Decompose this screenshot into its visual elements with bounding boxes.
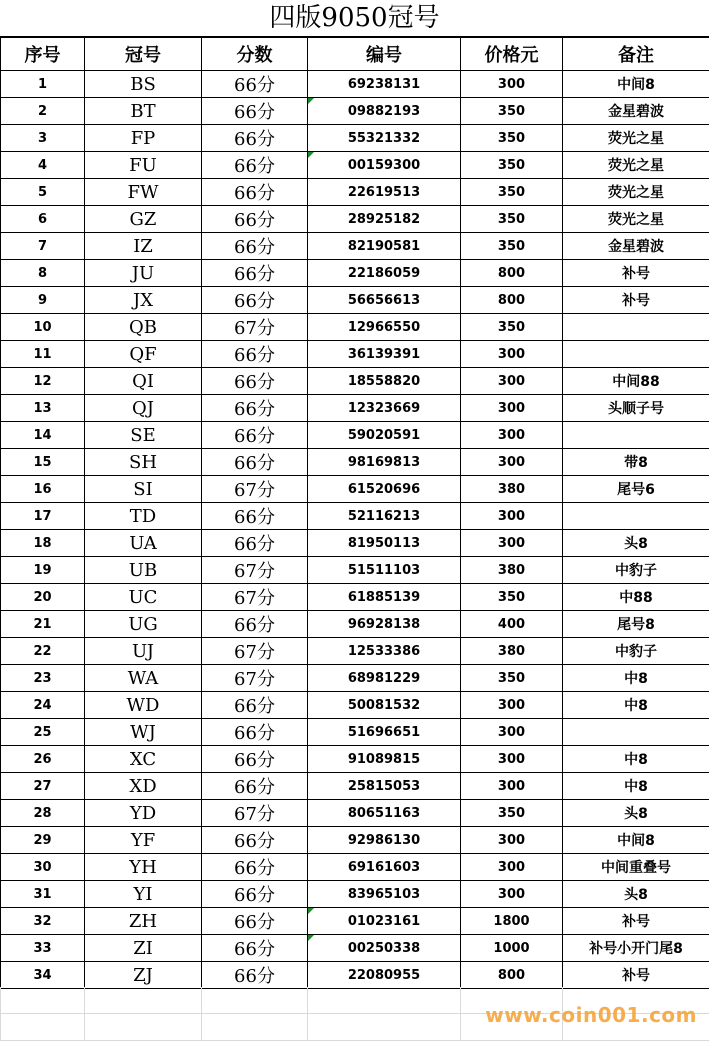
- cell-prefix[interactable]: WJ: [85, 719, 202, 746]
- cell-price[interactable]: 350: [461, 314, 563, 341]
- cell-serial[interactable]: 01023161: [308, 908, 461, 935]
- cell-serial[interactable]: 18558820: [308, 368, 461, 395]
- cell-serial[interactable]: 92986130: [308, 827, 461, 854]
- table-row: [1, 962, 709, 989]
- cell-prefix[interactable]: WA: [85, 665, 202, 692]
- table-body: [1, 71, 709, 989]
- cell-note[interactable]: 中8: [563, 746, 709, 773]
- cell-note[interactable]: 金星碧波: [563, 98, 709, 125]
- cell-prefix[interactable]: IZ: [85, 233, 202, 260]
- cell-score[interactable]: 67分: [202, 476, 308, 503]
- cell-score[interactable]: 66分: [202, 611, 308, 638]
- cell-note[interactable]: 中豹子: [563, 638, 709, 665]
- table-row: [1, 71, 709, 98]
- empty-cell[interactable]: [1, 987, 85, 1014]
- cell-prefix[interactable]: YF: [85, 827, 202, 854]
- cell-prefix[interactable]: UB: [85, 557, 202, 584]
- cell-note[interactable]: 中间8: [563, 827, 709, 854]
- cell-price[interactable]: 300: [461, 854, 563, 881]
- cell-serial[interactable]: 22186059: [308, 260, 461, 287]
- table-row: [1, 557, 709, 584]
- cell-note[interactable]: 补号: [563, 260, 709, 287]
- cell-score[interactable]: 66分: [202, 98, 308, 125]
- cell-no[interactable]: 16: [1, 476, 85, 503]
- cell-score[interactable]: 66分: [202, 206, 308, 233]
- empty-cell[interactable]: [308, 987, 461, 1014]
- header-no[interactable]: 序号: [1, 38, 85, 71]
- cell-no[interactable]: 5: [1, 179, 85, 206]
- cell-no[interactable]: 34: [1, 962, 85, 989]
- cell-price[interactable]: 350: [461, 584, 563, 611]
- cell-prefix[interactable]: QI: [85, 368, 202, 395]
- cell-prefix[interactable]: XD: [85, 773, 202, 800]
- cell-prefix[interactable]: ZI: [85, 935, 202, 962]
- site-watermark: www.coin001.com: [485, 1003, 697, 1027]
- cell-score[interactable]: 66分: [202, 368, 308, 395]
- cell-note[interactable]: 中8: [563, 773, 709, 800]
- cell-serial[interactable]: 61885139: [308, 584, 461, 611]
- cell-score[interactable]: 66分: [202, 908, 308, 935]
- table-row: [1, 881, 709, 908]
- table-row: [1, 341, 709, 368]
- cell-price[interactable]: 300: [461, 881, 563, 908]
- cell-no[interactable]: 2: [1, 98, 85, 125]
- cell-note[interactable]: [563, 503, 709, 530]
- cell-serial[interactable]: 69238131: [308, 71, 461, 98]
- cell-prefix[interactable]: JX: [85, 287, 202, 314]
- cell-serial[interactable]: 12966550: [308, 314, 461, 341]
- cell-no[interactable]: 13: [1, 395, 85, 422]
- cell-price[interactable]: 300: [461, 368, 563, 395]
- cell-no[interactable]: 9: [1, 287, 85, 314]
- cell-serial[interactable]: 91089815: [308, 746, 461, 773]
- sheet-title: 四版9050冠号: [0, 0, 709, 37]
- cell-prefix[interactable]: YH: [85, 854, 202, 881]
- cell-no[interactable]: 29: [1, 827, 85, 854]
- cell-no[interactable]: 12: [1, 368, 85, 395]
- empty-cell[interactable]: [308, 1014, 461, 1041]
- cell-note[interactable]: 尾号8: [563, 611, 709, 638]
- cell-price[interactable]: 300: [461, 341, 563, 368]
- cell-prefix[interactable]: SE: [85, 422, 202, 449]
- cell-no[interactable]: 14: [1, 422, 85, 449]
- cell-price[interactable]: 350: [461, 665, 563, 692]
- cell-note[interactable]: 带8: [563, 449, 709, 476]
- cell-score[interactable]: 66分: [202, 881, 308, 908]
- header-prefix[interactable]: 冠号: [85, 38, 202, 71]
- cell-price[interactable]: 300: [461, 449, 563, 476]
- table-row: [1, 233, 709, 260]
- cell-prefix[interactable]: TD: [85, 503, 202, 530]
- cell-no[interactable]: 4: [1, 152, 85, 179]
- cell-price[interactable]: 350: [461, 206, 563, 233]
- table-row: [1, 152, 709, 179]
- cell-score[interactable]: 66分: [202, 260, 308, 287]
- cell-prefix[interactable]: GZ: [85, 206, 202, 233]
- table-row: [1, 530, 709, 557]
- cell-note[interactable]: 补号小开门尾8: [563, 935, 709, 962]
- cell-score[interactable]: 66分: [202, 503, 308, 530]
- cell-price[interactable]: 300: [461, 746, 563, 773]
- cell-no[interactable]: 28: [1, 800, 85, 827]
- cell-prefix[interactable]: WD: [85, 692, 202, 719]
- cell-note[interactable]: 中豹子: [563, 557, 709, 584]
- cell-price[interactable]: 300: [461, 71, 563, 98]
- cell-prefix[interactable]: JU: [85, 260, 202, 287]
- cell-no[interactable]: 1: [1, 71, 85, 98]
- cell-no[interactable]: 3: [1, 125, 85, 152]
- cell-score[interactable]: 67分: [202, 800, 308, 827]
- cell-note[interactable]: [563, 422, 709, 449]
- header-score[interactable]: 分数: [202, 38, 308, 71]
- cell-price[interactable]: 380: [461, 638, 563, 665]
- table-row: [1, 395, 709, 422]
- cell-price[interactable]: 400: [461, 611, 563, 638]
- cell-no[interactable]: 30: [1, 854, 85, 881]
- cell-serial[interactable]: 96928138: [308, 611, 461, 638]
- cell-price[interactable]: 300: [461, 773, 563, 800]
- cell-score[interactable]: 66分: [202, 449, 308, 476]
- cell-no[interactable]: 22: [1, 638, 85, 665]
- cell-note[interactable]: 头顺子号: [563, 395, 709, 422]
- empty-cell[interactable]: [85, 987, 202, 1014]
- cell-no[interactable]: 20: [1, 584, 85, 611]
- cell-price[interactable]: 1800: [461, 908, 563, 935]
- cell-score[interactable]: 66分: [202, 179, 308, 206]
- cell-score[interactable]: 66分: [202, 233, 308, 260]
- cell-price[interactable]: 300: [461, 827, 563, 854]
- cell-note[interactable]: [563, 719, 709, 746]
- cell-serial[interactable]: 98169813: [308, 449, 461, 476]
- table-row: [1, 908, 709, 935]
- table-row: [1, 449, 709, 476]
- table-row: [1, 854, 709, 881]
- cell-price[interactable]: 300: [461, 530, 563, 557]
- cell-score[interactable]: 66分: [202, 152, 308, 179]
- cell-no[interactable]: 17: [1, 503, 85, 530]
- cell-prefix[interactable]: UA: [85, 530, 202, 557]
- cell-price[interactable]: 350: [461, 179, 563, 206]
- cell-serial[interactable]: 80651163: [308, 800, 461, 827]
- cell-price[interactable]: 300: [461, 395, 563, 422]
- table-row: [1, 98, 709, 125]
- table-row: [1, 206, 709, 233]
- cell-no[interactable]: 7: [1, 233, 85, 260]
- cell-score[interactable]: 66分: [202, 746, 308, 773]
- cell-no[interactable]: 31: [1, 881, 85, 908]
- cell-serial[interactable]: 09882193: [308, 98, 461, 125]
- table-row: [1, 314, 709, 341]
- cell-score[interactable]: 66分: [202, 962, 308, 989]
- cell-score[interactable]: 66分: [202, 530, 308, 557]
- cell-no[interactable]: 23: [1, 665, 85, 692]
- table-row: [1, 125, 709, 152]
- cell-note[interactable]: 补号: [563, 287, 709, 314]
- cell-note[interactable]: 中88: [563, 584, 709, 611]
- cell-no[interactable]: 15: [1, 449, 85, 476]
- cell-price[interactable]: 300: [461, 503, 563, 530]
- cell-serial[interactable]: 61520696: [308, 476, 461, 503]
- cell-prefix[interactable]: XC: [85, 746, 202, 773]
- cell-serial[interactable]: 51696651: [308, 719, 461, 746]
- cell-score[interactable]: 67分: [202, 638, 308, 665]
- cell-note[interactable]: 补号: [563, 908, 709, 935]
- cell-score[interactable]: 66分: [202, 719, 308, 746]
- cell-prefix[interactable]: ZJ: [85, 962, 202, 989]
- cell-score[interactable]: 66分: [202, 341, 308, 368]
- cell-serial[interactable]: 00250338: [308, 935, 461, 962]
- cell-serial[interactable]: 81950113: [308, 530, 461, 557]
- cell-note[interactable]: 中8: [563, 665, 709, 692]
- cell-price[interactable]: 350: [461, 152, 563, 179]
- table-row: [1, 638, 709, 665]
- cell-note[interactable]: 荧光之星: [563, 179, 709, 206]
- cell-no[interactable]: 8: [1, 260, 85, 287]
- cell-score[interactable]: 66分: [202, 125, 308, 152]
- cell-prefix[interactable]: BT: [85, 98, 202, 125]
- header-note[interactable]: 备注: [563, 38, 709, 71]
- cell-serial[interactable]: 22080955: [308, 962, 461, 989]
- cell-no[interactable]: 27: [1, 773, 85, 800]
- cell-note[interactable]: 荧光之星: [563, 206, 709, 233]
- cell-price[interactable]: 1000: [461, 935, 563, 962]
- table-row: [1, 422, 709, 449]
- table-row: [1, 692, 709, 719]
- cell-no[interactable]: 32: [1, 908, 85, 935]
- cell-price[interactable]: 350: [461, 125, 563, 152]
- cell-serial[interactable]: 00159300: [308, 152, 461, 179]
- cell-price[interactable]: 300: [461, 719, 563, 746]
- cell-price[interactable]: 350: [461, 233, 563, 260]
- cell-prefix[interactable]: QJ: [85, 395, 202, 422]
- cell-price[interactable]: 800: [461, 962, 563, 989]
- cell-score[interactable]: 66分: [202, 827, 308, 854]
- cell-score[interactable]: 66分: [202, 692, 308, 719]
- cell-note[interactable]: 中8: [563, 692, 709, 719]
- table-row: [1, 476, 709, 503]
- cell-note[interactable]: [563, 341, 709, 368]
- cell-score[interactable]: 67分: [202, 665, 308, 692]
- cell-no[interactable]: 21: [1, 611, 85, 638]
- cell-serial[interactable]: 12533386: [308, 638, 461, 665]
- cell-serial[interactable]: 59020591: [308, 422, 461, 449]
- cell-serial[interactable]: 50081532: [308, 692, 461, 719]
- cell-serial[interactable]: 25815053: [308, 773, 461, 800]
- cell-price[interactable]: 300: [461, 422, 563, 449]
- cell-serial[interactable]: 12323669: [308, 395, 461, 422]
- table-row: [1, 611, 709, 638]
- cell-note[interactable]: 金星碧波: [563, 233, 709, 260]
- cell-score[interactable]: 67分: [202, 584, 308, 611]
- cell-prefix[interactable]: YI: [85, 881, 202, 908]
- table-row: [1, 260, 709, 287]
- cell-prefix[interactable]: ZH: [85, 908, 202, 935]
- cell-note[interactable]: [563, 314, 709, 341]
- cell-serial[interactable]: 69161603: [308, 854, 461, 881]
- table-row: [1, 368, 709, 395]
- cell-note[interactable]: 荧光之星: [563, 125, 709, 152]
- cell-prefix[interactable]: SI: [85, 476, 202, 503]
- cell-note[interactable]: 头8: [563, 881, 709, 908]
- cell-score[interactable]: 66分: [202, 854, 308, 881]
- table-row: [1, 800, 709, 827]
- cell-prefix[interactable]: FU: [85, 152, 202, 179]
- cell-no[interactable]: 25: [1, 719, 85, 746]
- cell-serial[interactable]: 68981229: [308, 665, 461, 692]
- header-serial[interactable]: 编号: [308, 38, 461, 71]
- cell-score[interactable]: 66分: [202, 935, 308, 962]
- cell-prefix[interactable]: UG: [85, 611, 202, 638]
- table-row: [1, 827, 709, 854]
- cell-no[interactable]: 19: [1, 557, 85, 584]
- cell-no[interactable]: 24: [1, 692, 85, 719]
- cell-note[interactable]: 中间88: [563, 368, 709, 395]
- cell-note[interactable]: 尾号6: [563, 476, 709, 503]
- cell-no[interactable]: 26: [1, 746, 85, 773]
- cell-score[interactable]: 66分: [202, 422, 308, 449]
- cell-prefix[interactable]: QB: [85, 314, 202, 341]
- cell-prefix[interactable]: QF: [85, 341, 202, 368]
- cell-score[interactable]: 66分: [202, 395, 308, 422]
- header-price[interactable]: 价格元: [461, 38, 563, 71]
- cell-note[interactable]: 荧光之星: [563, 152, 709, 179]
- cell-prefix[interactable]: FP: [85, 125, 202, 152]
- cell-prefix[interactable]: BS: [85, 71, 202, 98]
- table-row: [1, 503, 709, 530]
- table-row: [1, 665, 709, 692]
- cell-note[interactable]: 补号: [563, 962, 709, 989]
- cell-no[interactable]: 10: [1, 314, 85, 341]
- cell-price[interactable]: 350: [461, 800, 563, 827]
- cell-price[interactable]: 380: [461, 476, 563, 503]
- cell-serial[interactable]: 83965103: [308, 881, 461, 908]
- cell-prefix[interactable]: UJ: [85, 638, 202, 665]
- table-row: [1, 287, 709, 314]
- cell-serial[interactable]: 22619513: [308, 179, 461, 206]
- cell-serial[interactable]: 28925182: [308, 206, 461, 233]
- cell-price[interactable]: 800: [461, 260, 563, 287]
- cell-score[interactable]: 66分: [202, 773, 308, 800]
- cell-serial[interactable]: 52116213: [308, 503, 461, 530]
- empty-cell[interactable]: [202, 987, 308, 1014]
- cell-note[interactable]: 头8: [563, 800, 709, 827]
- cell-no[interactable]: 11: [1, 341, 85, 368]
- cell-prefix[interactable]: FW: [85, 179, 202, 206]
- cell-score[interactable]: 66分: [202, 287, 308, 314]
- cell-no[interactable]: 18: [1, 530, 85, 557]
- table-row: [1, 719, 709, 746]
- cell-prefix[interactable]: YD: [85, 800, 202, 827]
- table-row: [1, 773, 709, 800]
- cell-prefix[interactable]: UC: [85, 584, 202, 611]
- empty-cell[interactable]: [202, 1014, 308, 1041]
- price-table: [0, 37, 709, 989]
- cell-note[interactable]: 中间重叠号: [563, 854, 709, 881]
- cell-price[interactable]: 800: [461, 287, 563, 314]
- cell-note[interactable]: 头8: [563, 530, 709, 557]
- table-row: [1, 935, 709, 962]
- cell-score[interactable]: 66分: [202, 71, 308, 98]
- cell-note[interactable]: 中间8: [563, 71, 709, 98]
- table-row: [1, 179, 709, 206]
- cell-serial[interactable]: 36139391: [308, 341, 461, 368]
- table-row: [1, 746, 709, 773]
- cell-price[interactable]: 300: [461, 692, 563, 719]
- cell-serial[interactable]: 56656613: [308, 287, 461, 314]
- cell-score[interactable]: 67分: [202, 557, 308, 584]
- empty-cell[interactable]: [85, 1014, 202, 1041]
- cell-prefix[interactable]: SH: [85, 449, 202, 476]
- header-row: [1, 38, 709, 71]
- table-row: [1, 584, 709, 611]
- cell-serial[interactable]: 82190581: [308, 233, 461, 260]
- empty-cell[interactable]: [1, 1014, 85, 1041]
- cell-no[interactable]: 33: [1, 935, 85, 962]
- cell-serial[interactable]: 51511103: [308, 557, 461, 584]
- cell-no[interactable]: 6: [1, 206, 85, 233]
- cell-price[interactable]: 380: [461, 557, 563, 584]
- cell-price[interactable]: 350: [461, 98, 563, 125]
- cell-score[interactable]: 67分: [202, 314, 308, 341]
- cell-serial[interactable]: 55321332: [308, 125, 461, 152]
